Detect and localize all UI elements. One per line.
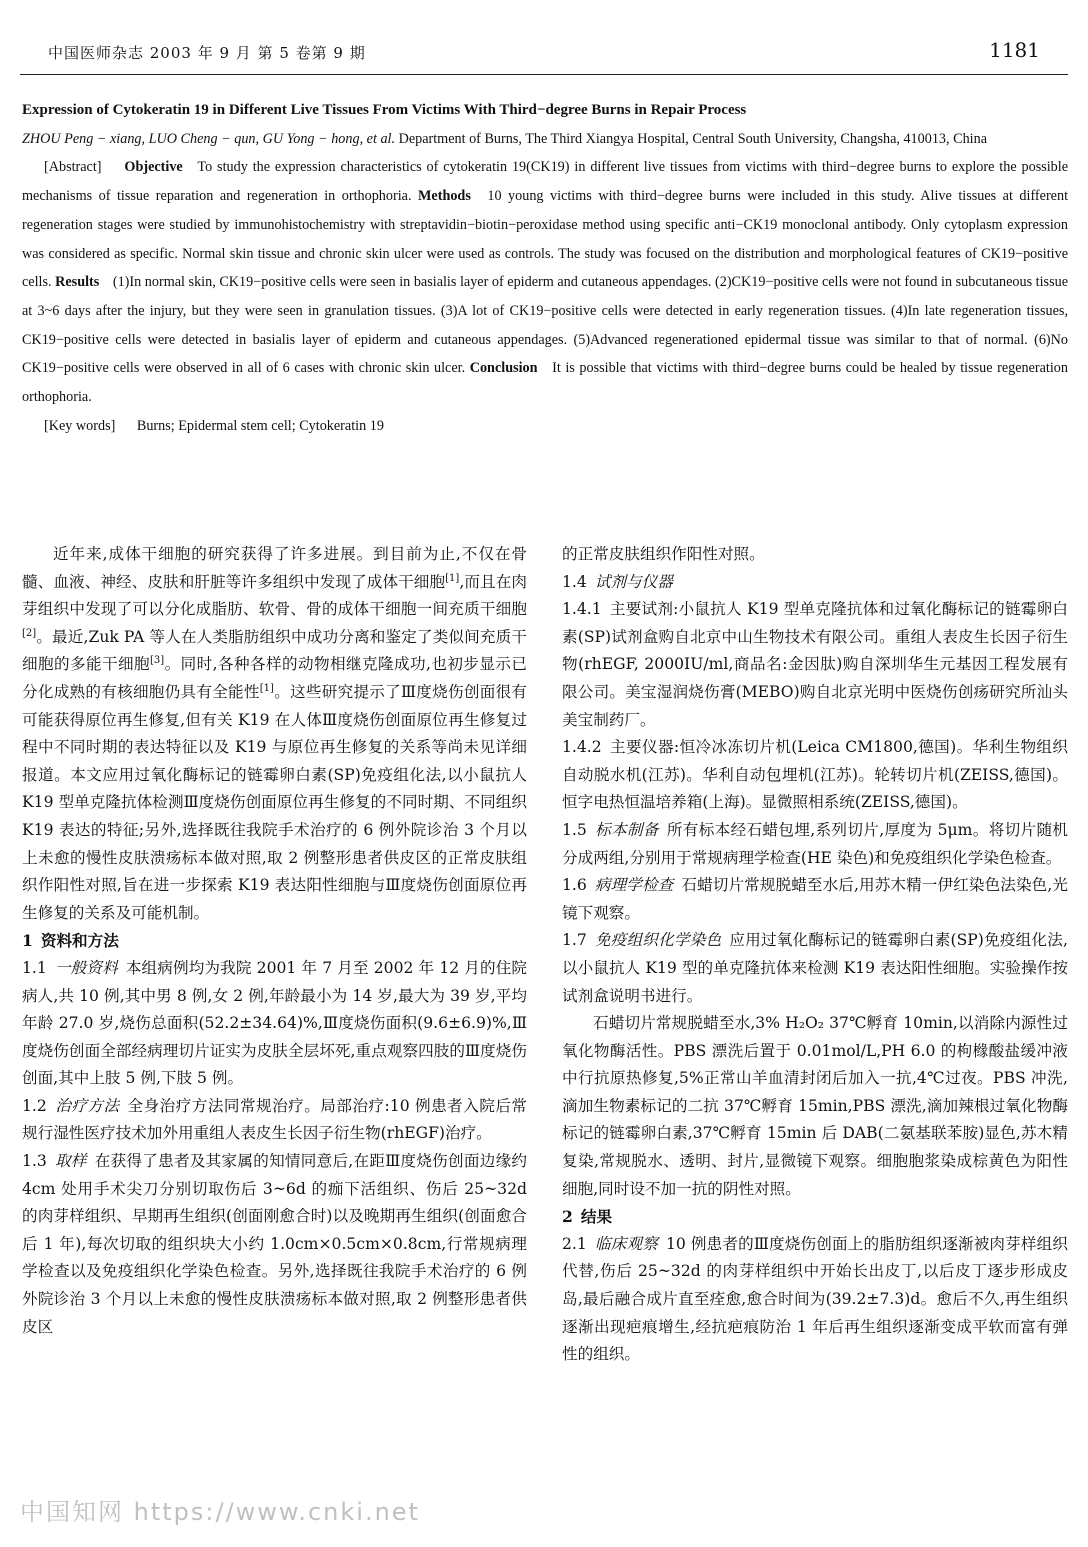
subsection-title: 免疫组织化学染色 xyxy=(594,931,722,950)
subsection-number: 2.1 xyxy=(562,1234,587,1253)
subsection-1-4-2 xyxy=(562,734,1068,817)
subsection-number: 1.6 xyxy=(562,876,587,895)
results-label: Results xyxy=(55,274,100,291)
subsection-text: 应用过氧化酶标记的链霉卵白素(SP)免疫组化法,以小鼠抗人 K19 型的单克隆抗体来检测 K19 表达阳性细胞。实验操作按试剂盒说明书进行。 xyxy=(562,931,1069,1005)
header-rule xyxy=(20,74,1068,75)
subsection-1-4-1 xyxy=(562,596,1068,734)
abstract-label: [Abstract] xyxy=(44,159,102,176)
left-column xyxy=(22,541,527,1341)
methods-label: Methods xyxy=(418,188,471,205)
objective-label: Objective xyxy=(124,159,183,176)
section-number: 2 xyxy=(562,1207,573,1227)
subsection-text: 10 例患者的Ⅲ度烧伤创面上的脂肪组织逐渐被肉芽样组织代替,伤后 25~32d 的肉芽样组织中开始长出皮丁,以后皮丁逐步形成皮岛,最后融合成片直至痊愈,愈合时间为(39.2±7.3)d。愈后不久,再生组织逐渐出现疤痕增生,经抗疤痕防治 1 年后再生组织逐渐变成平软而富有弹性的组织。 xyxy=(562,1234,1069,1364)
methods-text: 10 young victims with third−degree burns were included in this study. Alive tissues at different regeneration stages were studied by immunohistochemistry with streptavidin−biotin−peroxidase method using specific anti−CK19 monoclonal antibody. Only cytoplasm expression was considered as specific. Normal skin tissue and chronic skin ulcer were used as controls. The study was focused on the distribution and morphological features of CK19−positive cells. xyxy=(22,188,1069,291)
subsection-title: 试剂与仪器 xyxy=(594,572,673,591)
subsection-text: 石蜡切片常规脱蜡至水后,用苏木精一伊红染色法染色,光镜下观察。 xyxy=(562,876,1068,922)
continued-text: 的正常皮肤组织作阳性对照。 xyxy=(562,545,765,563)
author-names: ZHOU Peng − xiang, LUO Cheng − qun, GU Yong − hong, et al. xyxy=(22,130,396,147)
keywords-label: [Key words] xyxy=(44,417,116,434)
keywords-text: Burns; Epidermal stem cell; Cytokeratin 19 xyxy=(136,417,384,434)
subsection-text: 本组病例均为我院 2001 年 7 月至 2002 年 12 月的住院病人,共 10 例,其中男 8 例,女 2 例,年龄最小为 14 岁,最大为 39 岁,平均年龄 27.0 岁,烧伤总面积(52.2±34.64)%,Ⅲ度烧伤面积(9.6±6.9)%,Ⅲ度烧伤创面全部经病理切片证实为皮肤全层坏死,重点观察四肢的Ⅲ度烧伤创面,其中上肢 5 例,下肢 5 例。 xyxy=(22,958,528,1088)
citation: [1] xyxy=(445,572,460,584)
subsection-1-6 xyxy=(562,872,1068,927)
section-title: 结果 xyxy=(580,1207,613,1227)
subsection-text: 主要试剂:小鼠抗人 K19 型单克隆抗体和过氧化酶标记的链霉卵白素(SP)试剂盒购自北京中山生物技术有限公司。重组人表皮生长因子衍生物(rhEGF, 2000IU/ml,商品名:金因肽)购自深圳华生元基因工程发展有限公司。美宝湿润烧伤膏(MEBO)购自北京光明中医烧伤创疡研究所汕头美宝制药厂。 xyxy=(562,600,1068,729)
subsection-text: 所有标本经石蜡包埋,系列切片,厚度为 5μm。将切片随机分成两组,分别用于常规病理学检查(HE 染色)和免疫组织化学染色检查。 xyxy=(562,820,1068,867)
subsection-number: 1.3 xyxy=(22,1152,47,1171)
subsection-title: 一般资料 xyxy=(54,958,118,977)
subsection-number: 1.4.2 xyxy=(562,738,602,757)
section-title: 资料和方法 xyxy=(40,931,119,951)
intro-text-1: 近年来,成体干细胞的研究获得了许多进展。到目前为止,不仅在骨髓、血液、神经、皮肤和肝脏等许多组织中发现了成体干细胞 xyxy=(22,545,527,591)
english-abstract-block xyxy=(22,96,1068,440)
subsection-title: 病理学检查 xyxy=(594,876,674,895)
subsection-title: 取样 xyxy=(54,1152,87,1171)
abstract xyxy=(22,153,1068,411)
subsection-number: 1.1 xyxy=(22,958,47,977)
english-authors xyxy=(22,125,1068,154)
keywords xyxy=(22,412,1068,441)
subsection-title: 标本制备 xyxy=(594,820,659,839)
cnki-watermark: 中国知网 https://www.cnki.net xyxy=(20,1498,420,1526)
affiliation: Department of Burns, The Third Xiangya Hospital, Central South University, Changsha, 410013, China xyxy=(395,130,988,147)
subsection-1-1 xyxy=(22,955,527,1093)
subsection-number: 1.4.1 xyxy=(562,600,602,619)
intro-text-5: 。这些研究提示了Ⅲ度烧伤创面很有可能获得原位再生修复,但有关 K19 在人体Ⅲ度烧伤创面原位再生修复过程中不同时期的表达特征以及 K19 与原位再生修复的关系等尚未见详细报道。本文应用过氧化酶标记的链霉卵白素(SP)免疫组化法,以小鼠抗人 K19 型单克隆抗体检测Ⅲ度烧伤创面原位再生修复的不同时期、不同组织 K19 表达的特征;另外,选择既往我院手术治疗的 6 例外院诊治 3 个月以上未愈的慢性皮肤溃疡标本做对照,取 2 例整形患者供皮区的正常皮肤组织作阳性对照,旨在进一步探索 K19 表达阳性细胞与Ⅲ度烧伤创面原位再生修复的关系及可能机制。 xyxy=(22,682,527,922)
citation: [1] xyxy=(259,682,274,694)
subsection-text: 全身治疗方法同常规治疗。局部治疗:10 例患者入院后常规行湿性医疗技术加外用重组人表皮生长因子衍生物(rhEGF)治疗。 xyxy=(22,1096,527,1143)
section-heading-2 xyxy=(562,1203,1068,1231)
conclusion-label: Conclusion xyxy=(469,360,538,377)
right-column xyxy=(562,541,1068,1369)
conclusion-text: It is possible that victims with third−degree burns could be healed by tissue regeneration orthophoria. xyxy=(22,360,1068,406)
subsection-1-4 xyxy=(562,569,1068,597)
section-heading-1 xyxy=(22,927,527,955)
protocol-paragraph: 石蜡切片常规脱蜡至水,3% H₂O₂ 37℃孵育 10min,以消除内源性过氧化物酶活性。PBS 漂洗后置于 0.01mol/L,PH 6.0 的枸橼酸盐缓冲液中行抗原热修复,5%正常山羊血清封闭后加入一抗,4℃过夜。PBS 冲洗,滴加生物素标记的二抗 37℃孵育 15min,PBS 漂洗,滴加辣根过氧化物酶标记的链霉卵白素,37℃孵育 15min 后 DAB(二氨基联苯胺)显色,苏木精复染,常规脱水、透明、封片,显微镜下观察。细胞胞浆染成棕黄色为阳性细胞,同时设不加一抗的阴性对照。 xyxy=(562,1014,1068,1198)
journal-info: 中国医师杂志 2003 年 9 月 第 5 卷第 9 期 xyxy=(48,44,366,62)
subsection-number: 1.2 xyxy=(22,1096,47,1115)
intro-text-4: 。同时,各种各样的动物相继克隆成功,也初步显示已分化成熟的有核细胞仍具有全能性 xyxy=(22,655,527,701)
intro-text-3: 。最近,Zuk PA 等人在人类脂肪组织中成功分离和鉴定了类似间充质干细胞的多能干细胞 xyxy=(22,627,527,674)
subsection-1-7 xyxy=(562,927,1068,1010)
subsection-title: 临床观察 xyxy=(594,1234,658,1253)
subsection-title: 治疗方法 xyxy=(54,1096,120,1115)
english-title: Expression of Cytokeratin 19 in Different Live Tissues From Victims With Third−degree Burns in Repair Process xyxy=(22,102,747,118)
subsection-number: 1.4 xyxy=(562,572,587,591)
section-number: 1 xyxy=(22,931,33,951)
subsection-number: 1.5 xyxy=(562,820,587,839)
intro-paragraph xyxy=(22,541,527,927)
subsection-1-3 xyxy=(22,1148,527,1341)
subsection-text: 在获得了患者及其家属的知情同意后,在距Ⅲ度烧伤创面边缘约 4cm 处用手术尖刀分别切取伤后 3~6d 的痂下活组织、伤后 25~32d 的肉芽样组织、早期再生组织(创面刚愈合时)以及晚期再生组织(创面愈合后 1 年),每次切取的组织块大小约 1.0cm×0.5cm×0.8cm,行常规病理学检查以及免疫组织化学染色检查。另外,选择既往我院手术治疗的 6 例外院诊治 3 个月以上未愈的慢性皮肤溃疡标本做对照,取 2 例整形患者供皮区 xyxy=(22,1152,528,1336)
subsection-2-1 xyxy=(562,1231,1068,1369)
subsection-1-2 xyxy=(22,1093,527,1148)
subsection-text: 主要仪器:恒冷冰冻切片机(Leica CM1800,德国)。华利生物组织自动脱水机(江苏)。华利自动包埋机(江苏)。轮转切片机(ZEISS,德国)。恒字电热恒温培养箱(上海)。显微照相系统(ZEISS,德国)。 xyxy=(562,738,1068,812)
page-number: 1181 xyxy=(989,38,1040,62)
citation: [2] xyxy=(22,627,37,639)
subsection-number: 1.7 xyxy=(562,931,587,950)
citation: [3] xyxy=(150,655,165,667)
objective-text: To study the expression characteristics of cytokeratin 19(CK19) in different live tissues from victims with third−degree burns to explore the possible mechanisms of tissue reparation and regeneration in orthophoria. xyxy=(22,159,1069,205)
results-text: (1)In normal skin, CK19−positive cells were seen in basialis layer of epiderm and cutaneous appendages. (2)CK19−positive cells were not found in subcutaneous tissue at 3~6 days after the injury, but they were seen in granulation tissues. (3)A lot of CK19−positive cells were detected in early regeneration tissues. (4)In late regeneration tissues, CK19−positive cells were detected in basialis layer of epiderm and cutaneous appendages. (5)Advanced regenerationed epidermal tissue was similar to that of normal. (6)No CK19−positive cells were observed in all of 6 cases with chronic skin ulcer. xyxy=(22,274,1068,377)
subsection-1-5 xyxy=(562,817,1068,872)
intro-text-2: ,而且在肉芽组织中发现了可以分化成脂肪、软骨、骨的成体干细胞一间充质干细胞 xyxy=(22,572,527,619)
